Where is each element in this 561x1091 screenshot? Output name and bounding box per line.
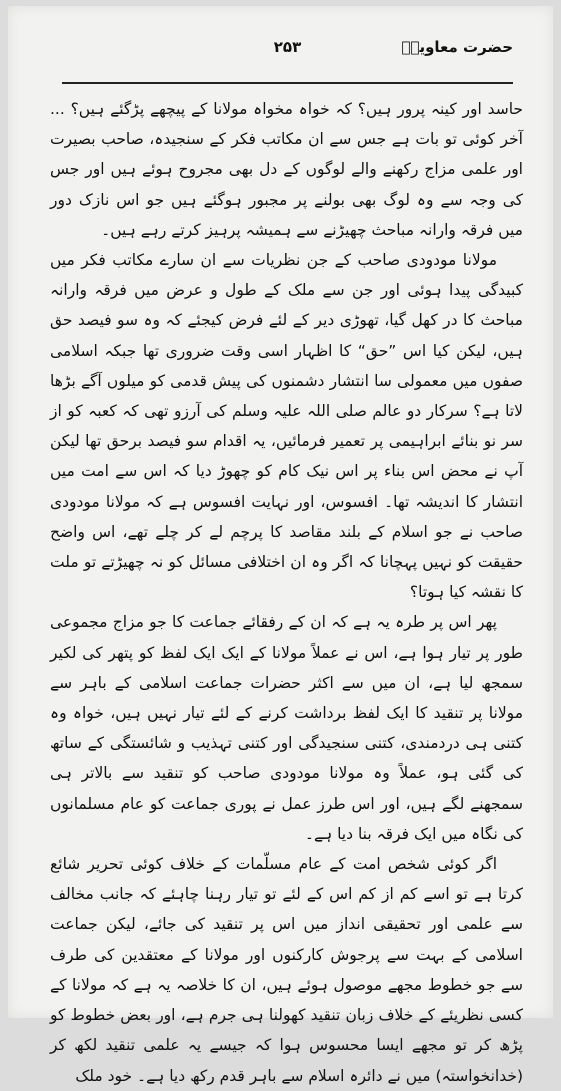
paragraph: مولانا مودودی صاحب کے جن نظریات سے ان سارے مکاتب فکر میں کبیدگی پیدا ہوئی اور جن سے ملک کے طول و عرض میں فرقہ وارانہ مباحث کا در کھل گیا، تھوڑی دیر کے لئے فرض کیجئے کہ وہ سو فیصد حق ہیں، لیکن کیا اس ”حق“ کا اظہار اسی وقت ضروری تھا جبکہ اسلامی صفوں میں معمولی سا انتشار دشمنوں کی پیش قدمی کو میلوں آگے بڑھا لاتا ہے؟ سرکار دو عالم صلی اللہ علیہ وسلم کی آرزو تھی کہ کعبہ کو از سر نو بنائے ابراہیمی پر تعمیر فرمائیں، یہ اقدام سو فیصد برحق تھا لیکن آپ نے محض اس بناء پر اس نیک کام کو چھوڑ دیا کہ اس سے امت میں انتشار کا اندیشہ تھا۔ افسوس، اور نہایت افسوس ہے کہ مولانا مودودی صاحب نے جو اسلام کے بلند مقاصد کا پرچم لے کر چلے تھے، اس واضح حقیقت کو نہیں پہچانا کہ اگر وہ ان اختلافی مسائل کو نہ چھیڑتے تو ملت کا نقشہ کیا ہوتا؟: [50, 251, 523, 602]
book-page: [8, 6, 553, 1085]
paragraph: پھر اس پر طرہ یہ ہے کہ ان کے رفقائے جماعت کا جو مزاج مجموعی طور پر تیار ہوا ہے، اس نے عملاً مولانا کے ایک ایک لفظ کو پتھر کی لکیر سمجھ لیا ہے، ان میں سے اکثر حضرات جماعت اسلامی کے باہر سے مولانا پر تنقید کا ایک لفظ برداشت کرنے کے لئے تیار نہیں ہیں، خواہ وہ کتنی ہی دردمندی، کتنی سنجیدگی اور کتنی تہذیب و شائستگی کے ساتھ کی گئی ہو، عملاً وہ مولانا مودودی صاحب کو تنقید سے بالاتر ہی سمجھنے لگے ہیں، اور اس طرز عمل نے پوری جماعت کو عام مسلمانوں کی نگاہ میں ایک فرقہ بنا دیا ہے۔: [50, 613, 523, 843]
paragraph: حاسد اور کینہ پرور ہیں؟ کہ خواہ مخواہ مولانا کے پیچھے پڑگئے ہیں؟ ... آخر کوئی تو بات ہے جس سے ان مکاتب فکر کے سنجیدہ، صاحب بصیرت اور علمی مزاج رکھنے والے لوگوں کے دل بھی مجروح ہوئے ہیں اور جس کی وجہ سے وہ لوگ بھی بولنے پر مجبور ہوگئے ہیں جو اس نازک دور میں فرقہ وارانہ مباحث چھیڑنے سے ہمیشہ پرہیز کرتے رہے ہیں۔: [50, 100, 523, 239]
page-header: [62, 32, 513, 84]
running-title: حضرت معاویہؓ: [401, 38, 513, 56]
page-number: ۲۵۳: [273, 38, 302, 56]
paragraph: اگر کوئی شخص امت کے عام مسلّمات کے خلاف کوئی تحریر شائع کرتا ہے تو اسے کم از کم اس کے لئے تو تیار رہنا چاہئے کہ جانب مخالف سے علمی اور تحقیقی انداز میں اس پر تنقید کی جائے، لیکن جماعت اسلامی کے بہت سے پرجوش کارکنوں اور مولانا کے معتقدین کی طرف سے جو خطوط مجھے موصول ہوئے ہیں، ان کا خلاصہ یہ ہے کہ مولانا کے کسی نظریئے کے خلاف زبان تنقید کھولنا ہی جرم ہے، اور بعض خطوط کو پڑھ کر تو مجھے ایسا محسوس ہوا کہ جیسے یہ علمی تنقید لکھ کر (خدانخواستہ) میں نے دائرہ اسلام سے باہر قدم رکھ دیا ہے۔ خود ملک: [50, 855, 523, 1085]
body-text: [50, 94, 523, 1091]
